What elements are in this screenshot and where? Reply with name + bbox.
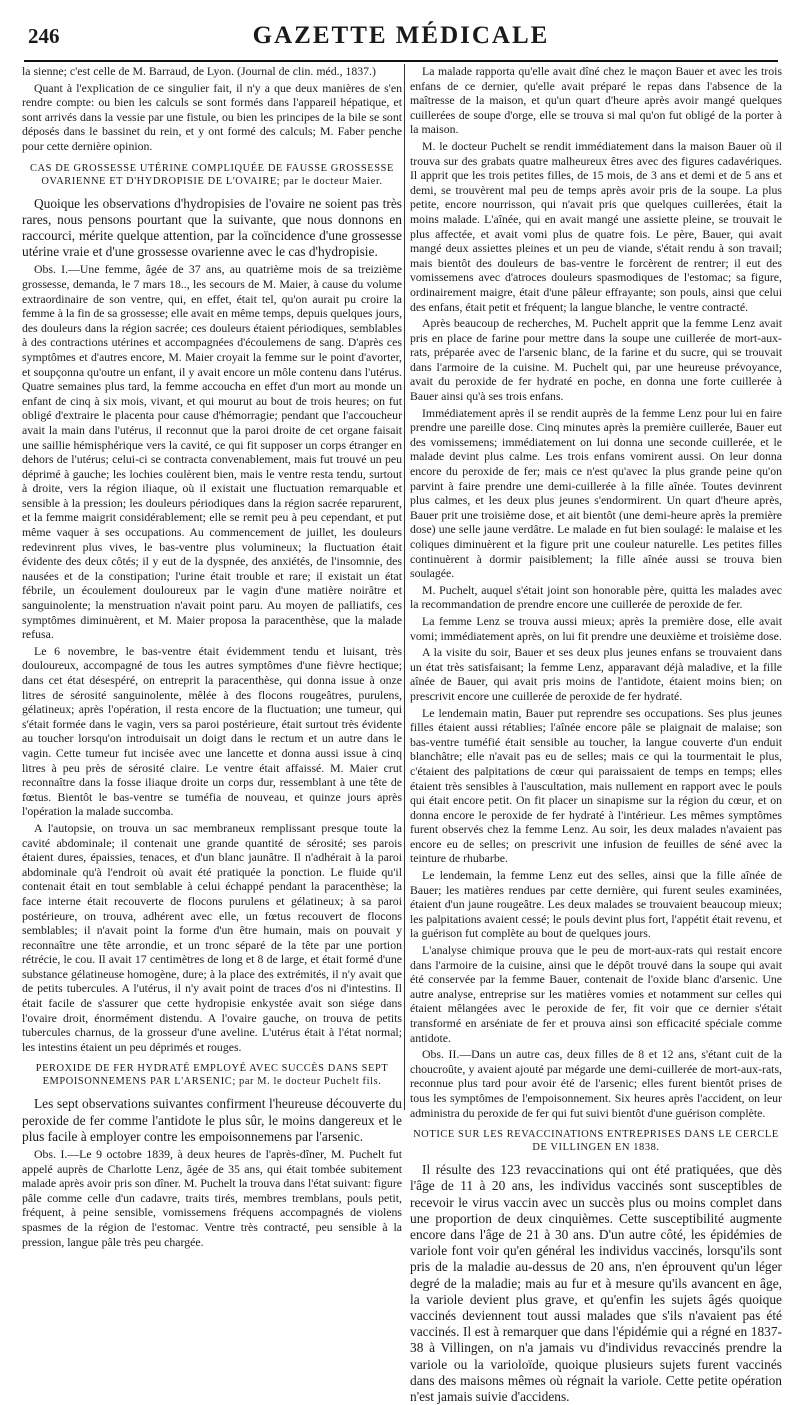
paragraph: Le 6 novembre, le bas-ventre était évidemment tendu et luisant, très douloureux, accompagné de tous les autres symptômes d'une fièvre hectique; dans cet état désespéré, on entreprit la paracenthèse, qui donna issue à onze litres de sérosité sanguinolente, mêlée à des flocons rougeâtres, purulens, gélatineux; après l'opération, il resta encore de la fluctuation; une tumeur, qui s'était formée dans le vagin, vers sa paroi postérieure, était surtout très évidente au toucher lorsqu'on introduisait un doigt dans le rectum et un autre dans le vagin. Cette tumeur fut incisée avec une lancette et donna aussi issue à cinq litres à peu près de sérosité claire. Le ventre était affaissé. M. Maier crut reconnaître dans la fosse iliaque droite un corps dur, ressemblant à une tête de fœtus. Bientôt le bas-ventre se tuméfia de nouveau, et quinze jours après l'opération la malade succomba. bbox=[22, 643, 402, 819]
left-column bbox=[22, 64, 403, 1249]
section-title: NOTICE SUR LES REVACCINATIONS ENTREPRISES DANS LE CERCLE DE VILLINGEN EN 1838. bbox=[413, 1129, 779, 1154]
paragraph: la sienne; c'est celle de M. Barraud, de Lyon. (Journal de clin. méd., 1837.) bbox=[22, 64, 376, 78]
paragraph: La femme Lenz se trouva aussi mieux; après la première dose, elle avait vomi; immédiatement après, on lui fit prendre une deuxième et troisième dose. bbox=[410, 613, 782, 643]
paragraph: A la visite du soir, Bauer et ses deux plus jeunes enfans se trouvaient dans un état très satisfaisant; la femme Lenz, apparavant déjà maladive, et la fille aînée de Bauer, qui avait pris moins de l'antidote, étaient moins bien; on prescrivit encore une cuillerée de peroxide de fer hydraté. bbox=[410, 645, 782, 703]
paragraph: La malade rapporta qu'elle avait dîné chez le maçon Bauer et avec les trois enfans de ce dernier, qu'elle avait préparé le repas dans l'absence de la maîtresse de la maison, et qu'un quart d'heure après avoir mangé quelques cuillerées de soupe d'orge, elle se trouva si mal qu'on fut obligé de la porter à la maison. bbox=[410, 64, 782, 137]
paragraph: Le lendemain matin, Bauer put reprendre ses occupations. Ses plus jeunes filles étaient aussi rétablies; l'aînée encore pâle se plaignait de malaise; son bas-ventre tuméfié était sensible au toucher, la langue couverte d'un enduit blanchâtre; elle n'avait pas eu de selles; mais ce qui la tourmentait le plus, c'étaient des palpitations de cœur qui paraissaient de temps en temps; elles étaient très sensibles à l'auscultation, mais nullement en rapport avec le pouls qui était encore petit. On fit placer un sinapisme sur la région du cœur, et on donna encore le peroxide de fer hydraté à l'intérieur. Les mêmes symptômes furent observés chez la femme Lenz. Au soir, les deux malades n'avaient pas encore eu de selles; on prescrivit une infusion de feuilles de séné avec la teinture de rhubarbe. bbox=[410, 705, 782, 866]
page-number: 246 bbox=[28, 24, 60, 48]
observation-paragraph: Obs. I.—Une femme, âgée de 37 ans, au quatrième mois de sa treizième grossesse, demanda, le 7 mars 18.., les secours de M. Maier, à cause du volume extraordinaire de son ventre, qui, en effet, était tel, qu'on aurait pu croire la femme à la fin de sa grossesse; elle avait en même temps, depuis quelques jours, des douleurs dans la région sacrée; ces douleurs étaient périodiques, semblables à des contractions utérines et accompagnées d'écoulemens de sang. D'après ces symptômes et d'autres encore, M. Maier croyait la femme sur le point d'avorter, et soupçonna qu'outre un enfant, il y avait encore un môle contenu dans l'utérus. Quatre semaines plus tard, la femme accoucha en effet d'un mort au monde un enfant de cinq à six mois, vivant, et qui mourut au bout de trois heures; on fut obligé d'extraire le placenta pour cause d'hémorragie; pendant que l'accoucheur avait la main dans l'utérus, il reconnut que la paroi droite de cet organe faisait une saillie hémisphérique vers la cavité, ce qui fit supposer un corps étranger en dehors de l'utérus; celui-ci se contracta convenablement, mais fut trouvé un peu déprimé à gauche; les lochies coulèrent bien, mais le ventre resta tendu, surtout à droite, vers la région iliaque, où il existait une fluctuation remarquable et sensible à la pression; les douleurs périodiques dans la région sacrée reparurent, et la femme maigrit considérablement; elle se remit peu à peu cependant, et put même vaquer à ses occupations. Au commencement de juillet, les douleurs redevinrent plus vives, le bas-ventre plus volumineux; la fluctuation était évidente des deux côtés; il y eut de la dyspnée, des anxiétés, de l'insomnie, des nausées et de la constipation; l'urine était trouble et rare; il existait un état fébrile, un écoulement douloureux par le vagin d'une matière noirâtre et sanguinolente; la menstruation n'avait point paru. Au moyen de palliatifs, ces symptômes diminuèrent, et M. Maier proposa la paracenthèse, que la malade refusa. bbox=[22, 262, 403, 642]
lead-paragraph: Il résulte des 123 revaccinations qui ont été pratiquées, que dès l'âge de 11 à 20 ans, les individus vaccinés sont susceptibles de recevoir le virus vaccin avec un succès plus ou moins complet dans une proportion de deux cinquièmes. Cette susceptibilité augmente encore dans l'âge de 21 à 30 ans. D'un autre côté, les épidémies de variole font voir qu'en général les individus vaccinés, lorsqu'ils sont pris de la maladie au-dessus de 20 ans, n'en éprouvent qu'un léger degré de la maladie; mais au fur et à mesure qu'ils avancent en âge, la variole devient plus grave, et qu'enfin les sujets âgés quoique vaccinés deviennent tout aussi malades que s'ils n'avaient pas été vaccinés. Il est à remarquer que dans l'épidémie qui a régné en 1837-38 à Villingen, on n'a jamais vu d'individus revaccinés prendre la variole ou la varioloïde, quoique plusieurs sujets furent vaccinés dans des maisons mêmes où régnait la variole. Cette petite opération n'est jamais suivie d'accidens. bbox=[410, 1162, 782, 1404]
paragraph: L'analyse chimique prouva que le peu de mort-aux-rats qui restait encore dans l'armoire de la cuisine, ainsi que le dépôt trouvé dans la soupe qui avait été conservée par la femme Bauer, contenait de l'oxide blanc d'arsenic. Une autre analyse, entreprise sur les matières vomies et notamment sur celles qui étaient mêlangées avec le peroxide de fer, fit voir que ce dernier s'était transformé en arséniate de fer et prouva ainsi son efficacité spéciale comme antidote. bbox=[410, 943, 782, 1045]
journal-title: GAZETTE MÉDICALE bbox=[252, 22, 550, 49]
right-column bbox=[410, 64, 782, 1404]
section-title: PEROXIDE DE FER HYDRATÉ EMPLOYÉ AVEC SUCCÈS DANS SEPT EMPOISONNEMENS PAR L'ARSENIC; par M. le docteur Puchelt fils. bbox=[35, 1063, 389, 1088]
paragraph: Immédiatement après il se rendit auprès de la femme Lenz pour lui en faire prendre une pareille dose. Cinq minutes après la première cuillerée, Bauer eut des vomissemens; immédiatement on lui donna une seconde cuillerée, et le malade devint plus calme. Les trois enfans vomirent aussi. On leur donna encore du peroxide de fer; mais ce n'est qu'avec la plus grande peine qu'on parvint à faire prendre une demi-cuillerée à la fille aînée. Toutes devinrent plus calmes, et les deux plus jeunes s'endormirent. Un quart d'heure après, Bauer prit une troisième dose, et ait bientôt (une demi-heure après la première dose) une selle jaune verdâtre. Le malade en fut bien soulagé: le malaise et les coliques diminuèrent et la figure prit une couleur naturelle. Les petites filles continuèrent à dormir paisiblement; la fille aînée aussi se trouva bien soulagée. bbox=[410, 405, 782, 581]
observation-paragraph: Obs. II.—Dans un autre cas, deux filles de 8 et 12 ans, s'étant cuit de la choucroûte, y avaient ajouté par mégarde une demi-cuillerée de mort-aux-rats, reconnue plus tard pour avoir été de l'arsenic; elles furent bientôt prises de tous les symptômes de l'empoisonnement. Six heures après l'accident, on leur administra du peroxide de fer qui fut suivi bientôt d'une guérison complète. bbox=[410, 1047, 782, 1120]
observation-paragraph: Obs. I.—Le 9 octobre 1839, à deux heures de l'après-dîner, M. Puchelt fut appelé auprès de Charlotte Lenz, âgée de 35 ans, qui était tombée subitement malade après avoir pris son dîner. M. Puchelt la trouva dans l'état suivant: figure pâle comme celle d'un cadavre, traits tirés, membres tremblans, pouls petit, fréquent, à peine sensible, vomissemens fréquens accompagnés de violens spasmes de la région de l'estomac. Ventre très contracté, peu sensible à la pression, langue pâle très peu chargée. bbox=[22, 1147, 402, 1249]
paragraph: Le lendemain, la femme Lenz eut des selles, ainsi que la fille aînée de Bauer; les matières rendues par cette dernière, qui furent seules examinées, étaient d'un jaune rougeâtre. Les deux malades se trouvaient beaucoup mieux; les palpitations avaient cessé; le pouls devint plus fort, l'appétit était revenu, et la guérison fut complète au bout de quelques jours. bbox=[410, 868, 782, 941]
paragraph: Quant à l'explication de ce singulier fait, il n'y a que deux manières de s'en rendre compte: ou bien les calculs se sont formés dans l'appareil hépatique, et sont arrivés dans la vessie par une fistule, ou bien les principes de la bile se sont déposés dans le bassinet du rein, et y ont formé des calculs; M. Faber penche pour cette dernière opinion. bbox=[22, 80, 402, 153]
paragraph: M. le docteur Puchelt se rendit immédiatement dans la maison Bauer où il trouva sur des grabats quatre malheureux êtres avec des figures cadavériques. Il apprit que les trois petites filles, de 15 mois, de 3 ans et demi et de 5 ans et demi, se trouvèrent mal peu de temps après avoir pris de la soupe. La plus petite, encore nourrisson, qui n'avait pris que quelques cuillerées, était la moins malade. L'aînée, qui en avait mangé une assiette pleine, se trouvait le plus affectée, et avait vomi plus de quatre fois. Le père, Bauer, qui avait mangé deux assiettes pleines et un peu de viande, s'était rendu à son travail; mais bientôt des douleurs de bas-ventre le forcèrent de rentrer; il eut des vomissemens avec d'atroces douleurs spasmodiques de l'estomac; sa figure, ordinairement maigre, était d'une pâleur effrayante; son pouls, ainsi que celui des enfans, était petit et fréquent; la langue blanche, le ventre contracté. bbox=[410, 138, 782, 314]
lead-paragraph: Quoique les observations d'hydropisies de l'ovaire ne soient pas très rares, nous pensons pourtant que la suivante, que nous donnons en raccourci, mérite quelque attention, par la coïncidence d'une grossesse utérine vraie et d'une grossesse ovarienne avec le cas d'hydropisie. bbox=[22, 195, 402, 260]
page-header bbox=[24, 14, 778, 62]
column-divider bbox=[404, 64, 405, 1110]
paragraph: M. Puchelt, auquel s'était joint son honorable père, quitta les malades avec la recommandation de prendre encore une cuillerée de peroxide de fer. bbox=[410, 582, 782, 612]
section-title: CAS DE GROSSESSE UTÉRINE COMPLIQUÉE DE FAUSSE GROSSESSE OVARIENNE ET D'HYDROPISIE DE L'OVAIRE; par le docteur Maier. bbox=[30, 162, 394, 187]
paragraph: Après beaucoup de recherches, M. Puchelt apprit que la femme Lenz avait pris en place de farine pour mettre dans la soupe une cuillerée de mort-aux-rats, préparée avec de l'arsenic blanc, de la farine et du sucre, qui se trouvait dans l'armoire de la cuisine. M. Puchelt qui, par une heureuse prévoyance, avait du peroxide de fer hydraté en poche, en donna une forte cuillerée à Bauer ainsi qu'à ses trois enfans. bbox=[410, 316, 782, 404]
paragraph: A l'autopsie, on trouva un sac membraneux remplissant presque toute la cavité abdominale; il contenait une grande quantité de sérosité; ses parois étaient dures, épaissies, tenaces, et d'un blanc jaunâtre. Il n'adhérait à la paroi abdominale qu'à l'endroit où avait été pratiquée la ponction. Le fluide qu'il contenait était en tout semblable à celui échappé pendant la paracenthèse; la face interne était recouverte de flocons purulens et gélatineux; à sa paroi postérieure, on trouva, adhérent avec elle, un fœtus recouvert de flocons semblables; il n'avait point la forme d'un être humain, mais on pouvait y reconnaître une tête arrondie, et un tronc séparé de la tête par une portion rétrécie, le cou. Il avait 17 centimètres de long et 8 de large, et était formé d'une substance gélatineuse homogène, dure; à la place des extrémités, il n'y avait que de petits tubercules. A l'utérus, il n'y avait point de traces d'os ni d'intestins. Il était facile de s'assurer que cette hydropisie enkystée avait son siége dans l'ovaire droit, énormément distendu. A l'ovaire gauche, on trouva de petits tubercules charnus, de la grosseur d'une aveline. L'utérus était à l'état normal; les intestins étaient un peu déprimés et rouges. bbox=[22, 820, 402, 1054]
lead-paragraph: Les sept observations suivantes confirment l'heureuse découverte du peroxide de fer comme l'antidote le plus sûr, le moins dangereux et le plus facile à employer contre les empoisonnemens par l'arsenic. bbox=[22, 1096, 402, 1144]
